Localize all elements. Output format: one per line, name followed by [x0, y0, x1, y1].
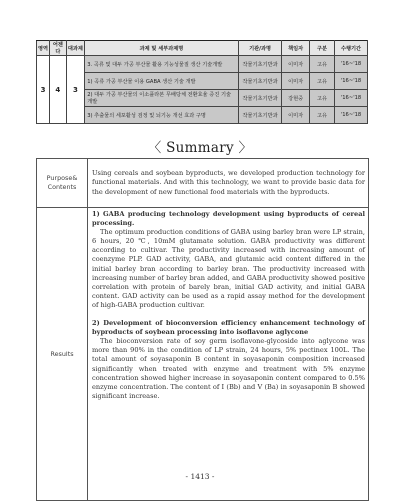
agenda-cell: 4: [50, 56, 66, 124]
summary-table: [36, 158, 369, 501]
project-table: [36, 40, 368, 124]
task-type: 고유: [309, 56, 334, 73]
task-lead: 강현중: [282, 90, 309, 107]
task-type: 고유: [309, 73, 334, 90]
header-org: 기관/과명: [238, 41, 282, 56]
purpose-text: Using cereals and soybean byproducts, we developed production technology for functional materials. And with this technology, we want to provide basic data for the development of new functional food materials with the byproducts.: [88, 159, 369, 208]
header-area: 영역: [37, 41, 50, 56]
table-row: [37, 90, 368, 107]
table-row: [37, 56, 368, 73]
purpose-row: [37, 159, 369, 208]
header-lead: 책임자: [282, 41, 309, 56]
task-title: 2) 대두 가공 부산물의 이소플라본 무배당체 전환효율 증진 기술 개발: [85, 90, 238, 107]
task-title: 1) 곡류 가공 부산물 이용 GABA 생산 기술 개발: [85, 73, 238, 90]
header-major-task: 대과제: [66, 41, 85, 56]
task-org: 작물기초기반과: [238, 107, 282, 124]
task-lead: 이미자: [282, 73, 309, 90]
table-row: [37, 73, 368, 90]
page-number: - 1413 -: [185, 472, 215, 481]
task-period: '16~'18: [335, 107, 368, 124]
header-period: 수행기간: [335, 41, 368, 56]
results-label: Results: [37, 208, 88, 501]
task-period: '16~'18: [335, 73, 368, 90]
task-org: 작물기초기반과: [238, 73, 282, 90]
section2-title: 2) Development of bioconversion efficiency enhancement technology of byproducts of soybean processing into isoflavone aglycone: [92, 319, 365, 337]
area-cell: 3: [37, 56, 50, 124]
task-lead: 이미자: [282, 56, 309, 73]
task-period: '16~'18: [335, 56, 368, 73]
summary-heading: 〈 Summary 〉: [147, 140, 253, 156]
task-type: 고유: [309, 107, 334, 124]
project-table-header: [37, 41, 368, 56]
section1-text: The optimum production conditions of GABA using barley bran were LP strain, 6 hours, 20 ℃, 10mM glutamate solution. GABA productivity was different according to cultivar. The productivity increased with increasing amount of coenzyme PLP. GAD activity, GABA, and glutamic acid content differed in the initial barley bran according to barley bran. The productivity increased with increasing number of barley bran added, and GABA productivity showed positive correlation with protein of barely bran, initial GAD activity, and initial GABA content. GAD activity can be used as a rapid assay method for the development of high-GABA production cultivar.: [92, 228, 365, 309]
task-type: 고유: [309, 90, 334, 107]
task-org: 작물기초기반과: [238, 90, 282, 107]
section2-text: The bioconversion rate of soy germ isoflavone-glycoside into aglycone was more than 90% in the condition of LP strain, 24 hours, 5% pectinex 100L. The total amount of soyasaponin B content in soyasaponin composition increased significantly when treated with enzyme and treatment with 5% enzyme concentration showed higher increase in soyasaponin content compared to 0.5% enzyme concentration. The content of I (Bb) and V (Ba) in soyasaponin B showed significant increase.: [92, 337, 365, 400]
major-task-cell: 3: [66, 56, 85, 124]
results-row: [37, 208, 369, 501]
task-title: 3) 추출물의 세포활성 검정 및 뇌기능 개선 효과 구명: [85, 107, 238, 124]
header-type: 구분: [309, 41, 334, 56]
task-period: '16~'18: [335, 90, 368, 107]
task-title: 3. 곡류 및 대두 가공 부산물 활용 기능성물질 생산 기술개발: [85, 56, 238, 73]
results-content: [88, 208, 369, 501]
task-org: 작물기초기반과: [238, 56, 282, 73]
table-row: [37, 107, 368, 124]
purpose-label: Purpose& Contents: [37, 159, 88, 208]
section1-title: 1) GABA producing technology development using byproducts of cereal processing.: [92, 210, 365, 228]
header-task-name: 과제 및 세부과제명: [85, 41, 238, 56]
section-spacer: [92, 310, 365, 319]
header-agenda: 어젠다: [50, 41, 66, 56]
task-lead: 이미자: [282, 107, 309, 124]
